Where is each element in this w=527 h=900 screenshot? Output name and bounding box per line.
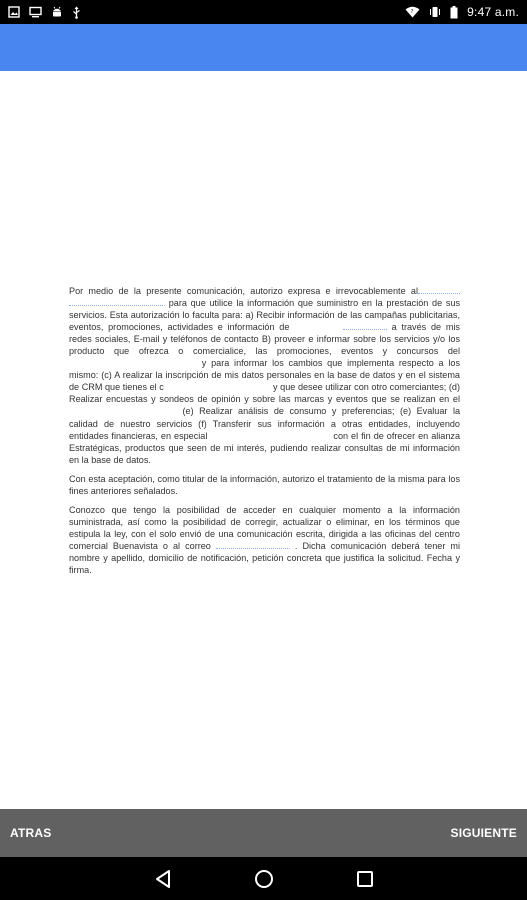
doc-line: deberá tener mi nombre y apellido, domicilio de notificación, petición concreta que justifica	[69, 540, 460, 563]
doc-line: . Dicha comunicación	[294, 540, 387, 551]
doc-line: desee utilizar con otro comerciantes; (d) Realizar encuestas y sondeos de opinión y sobre	[69, 382, 460, 405]
doc-line: implementa respecto a los mismo: (c) A realizar la inscripción de mis datos personales en	[69, 358, 460, 381]
redacted-text	[69, 358, 197, 366]
status-bar	[0, 0, 527, 24]
doc-line: y para informar los cambios que	[201, 358, 343, 369]
app-bar	[0, 24, 527, 71]
back-icon[interactable]	[150, 866, 176, 892]
back-button[interactable]: ATRAS	[10, 826, 52, 840]
home-icon[interactable]	[251, 866, 277, 892]
redacted-email	[216, 542, 290, 549]
doc-line: Con esta aceptación, como titular de la información, autorizo el tratamiento de la misma	[69, 473, 425, 484]
redacted-text	[418, 287, 460, 294]
consent-document[interactable]	[69, 285, 460, 583]
picture-icon	[8, 6, 20, 18]
redacted-text	[343, 323, 387, 330]
doc-line: estipula la ley, con el solo envió de una comunicación escrita, dirigida a las oficinas del	[69, 528, 432, 539]
android-icon	[51, 6, 63, 18]
doc-line: las marcas y eventos que se realizan en el	[278, 394, 460, 405]
wifi-icon	[405, 6, 420, 18]
doc-line: y que	[273, 382, 296, 393]
consent-paragraph-2	[69, 473, 460, 497]
doc-line: para los fines anteriores señalados.	[69, 473, 460, 496]
status-bar-right	[405, 5, 519, 19]
vibrate-icon	[429, 6, 441, 18]
battery-icon	[450, 6, 458, 19]
redacted-text	[69, 299, 165, 306]
redacted-text	[210, 431, 330, 439]
doc-line: análisis de consumo y preferencias; (e) Evaluar la calidad de nuestro servicios (f) Transferir	[69, 406, 461, 429]
svg-text:?: ?	[410, 9, 414, 16]
recents-icon[interactable]	[352, 866, 378, 892]
redacted-text	[166, 382, 270, 390]
doc-line: informar sobre los servicios y/o los producto que ofrezca o comercialice, las promociones,	[69, 334, 461, 357]
doc-line: suministrada, así como la posibilidad de corregir, actualizar o eliminar, en los términos que	[69, 516, 460, 527]
consent-paragraph-3	[69, 504, 460, 576]
doc-line: publicitarias, eventos, promociones, actividades e información de	[69, 310, 460, 333]
status-bar-left	[8, 6, 81, 19]
doc-line: la solicitud. Fecha y firma.	[69, 552, 460, 576]
doc-line: con el fin de ofrecer en alianza Estratégicas, productos que	[69, 430, 461, 453]
status-bar-time: 9:47 a.m.	[467, 5, 519, 19]
doc-line: seen de mi interés, pudiendo realizar consultas de mi información en la base de datos.	[69, 442, 460, 465]
screen-cast-icon	[29, 6, 42, 18]
doc-line: para que utilice la información que suministro en la prestación de sus	[168, 298, 461, 309]
doc-line: eventos y concursos del	[341, 346, 461, 357]
doc-line: sus información a otras entidades, incluyendo entidades financieras, en especial	[69, 418, 460, 441]
next-button[interactable]: SIGUIENTE	[450, 826, 517, 840]
doc-line: Por medio de la presente comunicación, autorizo expresa e irrevocablemente al	[69, 286, 418, 296]
doc-line: a través de mis redes sociales, E-mail y teléfonos de contacto B) proveer e	[69, 322, 460, 345]
doc-line: Conozco que tengo la posibilidad de acceder en cualquier momento a la información	[69, 504, 460, 515]
doc-line: centro comercial Buenavista o al correo	[69, 528, 460, 551]
bottom-action-bar	[0, 809, 527, 857]
navigation-bar	[0, 857, 527, 900]
doc-line: (e) Realizar	[182, 406, 233, 417]
redacted-text	[294, 322, 338, 330]
doc-line: servicios. Esta autorización lo faculta para: a) Recibir información de las campañas	[69, 310, 407, 321]
consent-paragraph-1	[69, 285, 460, 466]
doc-line: la base de datos y en el sistema de CRM que tienes el c	[69, 370, 460, 393]
usb-icon	[72, 6, 81, 19]
redacted-text	[69, 406, 177, 414]
